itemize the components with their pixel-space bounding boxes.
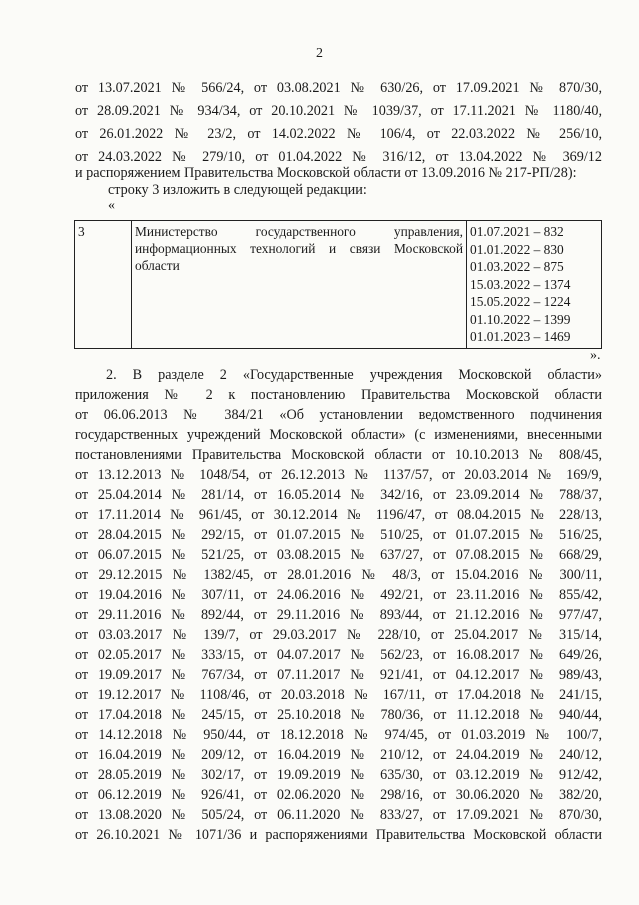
- section2-line: от 16.04.2019 № 209/12, от 16.04.2019 № 210/12, от 24.04.2019 № 240/12,: [75, 747, 602, 763]
- intro-line: от 26.01.2022 № 23/2, от 14.02.2022 № 106/4, от 22.03.2022 № 256/10,: [75, 126, 602, 142]
- date-entry: 01.01.2023 – 1469: [470, 329, 571, 344]
- amendment-table: [74, 220, 602, 349]
- section2-line: от 28.04.2015 № 292/15, от 01.07.2015 № 510/25, от 01.07.2015 № 516/25,: [75, 527, 602, 543]
- section2-line: от 02.05.2017 № 333/15, от 04.07.2017 № 562/23, от 16.08.2017 № 649/26,: [75, 647, 602, 663]
- organization-cell: [132, 221, 467, 349]
- intro-line: от 24.03.2022 № 279/10, от 01.04.2022 № 316/12, от 13.04.2022 № 369/12: [75, 149, 602, 165]
- section2-line: государственных учреждений Московской области» (с изменениями, внесенными: [75, 427, 602, 443]
- section2-line: от 06.07.2015 № 521/25, от 03.08.2015 № 637/27, от 07.08.2015 № 668/29,: [75, 547, 602, 563]
- section2-line: от 03.03.2017 № 139/7, от 29.03.2017 № 228/10, от 25.04.2017 № 315/14,: [75, 627, 602, 643]
- section2-line: от 06.06.2013 № 384/21 «Об установлении ведомственного подчинения: [75, 407, 602, 423]
- table-row: [75, 221, 602, 349]
- intro-last-line: и распоряжением Правительства Московской области от 13.09.2016 № 217-РП/28):: [75, 165, 577, 181]
- date-entry: 01.01.2022 – 830: [470, 241, 564, 257]
- section2-line: от 19.12.2017 № 1108/46, от 20.03.2018 № 167/11, от 17.04.2018 № 241/15,: [75, 687, 602, 703]
- section2-line: от 13.12.2013 № 1048/54, от 26.12.2013 № 1137/57, от 20.03.2014 № 169/9,: [75, 467, 602, 483]
- section2-line: от 19.04.2016 № 307/11, от 24.06.2016 № 492/21, от 23.11.2016 № 855/42,: [75, 587, 602, 603]
- section2-line: от 26.10.2021 № 1071/36 и распоряжениями Правительства Московской области: [75, 827, 602, 843]
- section2-line: от 06.12.2019 № 926/41, от 02.06.2020 № 298/16, от 30.06.2020 № 382/20,: [75, 787, 602, 803]
- dates-cell: [467, 221, 602, 349]
- organization-line: Министерство государственного управления,: [135, 224, 463, 239]
- page-number: 2: [316, 46, 323, 61]
- section2-line: от 25.04.2014 № 281/14, от 16.05.2014 № 342/16, от 23.09.2014 № 788/37,: [75, 487, 602, 503]
- section2-line: от 28.05.2019 № 302/17, от 19.09.2019 № 635/30, от 03.12.2019 № 912/42,: [75, 767, 602, 783]
- section2-line: приложения № 2 к постановлению Правительства Московской области: [75, 387, 602, 403]
- date-entry: 15.03.2022 – 1374: [470, 276, 571, 292]
- section2-line: от 19.09.2017 № 767/34, от 07.11.2017 № 921/41, от 04.12.2017 № 989/43,: [75, 667, 602, 683]
- organization-line: области: [135, 258, 180, 273]
- section2-line: от 17.11.2014 № 961/45, от 30.12.2014 № 1196/47, от 08.04.2015 № 228/13,: [75, 507, 602, 523]
- section2-line: 2. В разделе 2 «Государственные учреждения Московской области»: [106, 367, 602, 383]
- section2-line: от 29.11.2016 № 892/44, от 29.11.2016 № 893/44, от 21.12.2016 № 977/47,: [75, 607, 602, 623]
- quote-close: ».: [590, 348, 601, 363]
- section2-line: от 14.12.2018 № 950/44, от 18.12.2018 № 974/45, от 01.03.2019 № 100/7,: [75, 727, 602, 743]
- date-entry: 01.07.2021 – 832: [470, 224, 564, 239]
- organization-line: информационных технологий и связи Московской: [135, 241, 463, 256]
- date-entry: 01.03.2022 – 875: [470, 259, 564, 274]
- section2-line: от 17.04.2018 № 245/15, от 25.10.2018 № 780/36, от 11.12.2018 № 940/44,: [75, 707, 602, 723]
- quote-open: «: [108, 198, 115, 213]
- instruction-text: строку 3 изложить в следующей редакции:: [108, 182, 367, 198]
- date-entry: 01.10.2022 – 1399: [470, 311, 571, 327]
- section2-line: постановлениями Правительства Московской области от 10.10.2013 № 808/45,: [75, 447, 602, 463]
- date-entry: 15.05.2022 – 1224: [470, 294, 571, 309]
- row-number-cell: 3: [75, 221, 132, 349]
- section2-line: от 29.12.2015 № 1382/45, от 28.01.2016 № 48/3, от 15.04.2016 № 300/11,: [75, 567, 602, 583]
- section2-line: от 13.08.2020 № 505/24, от 06.11.2020 № 833/27, от 17.09.2021 № 870/30,: [75, 807, 602, 823]
- intro-line: от 13.07.2021 № 566/24, от 03.08.2021 № 630/26, от 17.09.2021 № 870/30,: [75, 80, 602, 96]
- intro-line: от 28.09.2021 № 934/34, от 20.10.2021 № 1039/37, от 17.11.2021 № 1180/40,: [75, 103, 602, 119]
